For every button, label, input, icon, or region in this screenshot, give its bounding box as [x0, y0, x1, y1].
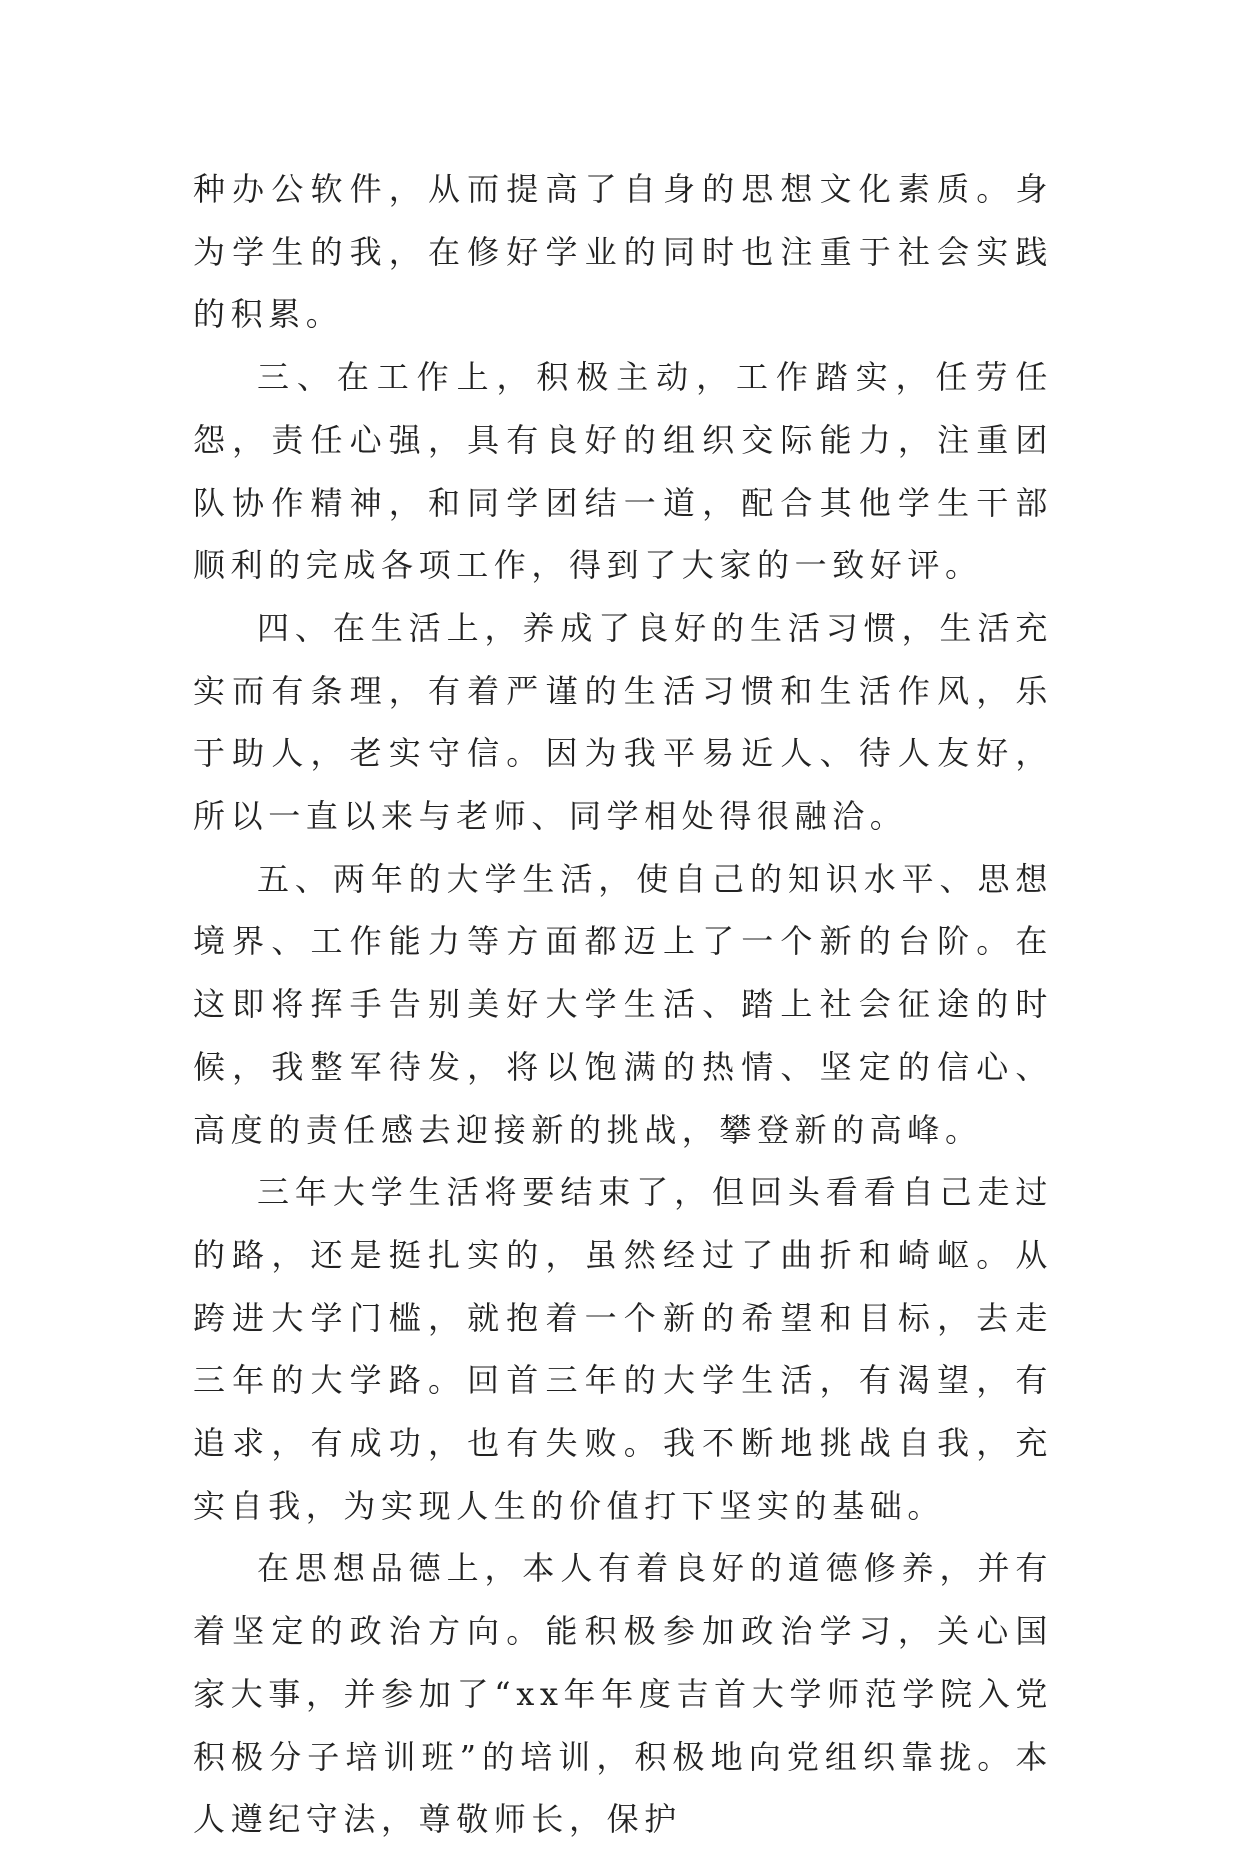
paragraph-work: 三、在工作上，积极主动，工作踏实，任劳任怨，责任心强，具有良好的组织交际能力，注重团队协作精神，和同学团结一道，配合其他学生干部顺利的完成各项工作，得到了大家的一致好评。: [193, 358, 1053, 585]
paragraph-two-years: 五、两年的大学生活，使自己的知识水平、思想境界、工作能力等方面都迈上了一个新的台阶。在这即将挥手告别美好大学生活、踏上社会征途的时候，我整军待发，将以饱满的热情、坚定的信心、高度的责任感去迎接新的挑战，攀登新的高峰。: [193, 859, 1053, 1149]
paragraph-software-skills: 种办公软件，从而提高了自身的思想文化素质。身为学生的我，在修好学业的同时也注重于社会实践的积累。: [193, 170, 1053, 334]
document-body: [193, 158, 1053, 1851]
paragraph-life: 四、在生活上，养成了良好的生活习惯，生活充实而有条理，有着严谨的生活习惯和生活作风，乐于助人，老实守信。因为我平易近人、待人友好，所以一直以来与老师、同学相处得很融洽。: [193, 608, 1053, 836]
paragraph-three-years: 三年大学生活将要结束了，但回头看看自己走过的路，还是挺扎实的，虽然经过了曲折和崎岖。从跨进大学门槛，就抱着一个新的希望和目标，去走三年的大学路。回首三年的大学生活，有渴望，有追求，有成功，也有失败。我不断地挑战自我，充实自我，为实现人生的价值打下坚实的基础。: [193, 1173, 1053, 1525]
paragraph-ideology: 在思想品德上，本人有着良好的道德修养，并有着坚定的政治方向。能积极参加政治学习，关心国家大事，并参加了“xx年年度吉首大学师范学院入党积极分子培训班”的培训，积极地向党组织靠拢。本人遵纪守法，尊敬师长，保护: [193, 1549, 1053, 1839]
